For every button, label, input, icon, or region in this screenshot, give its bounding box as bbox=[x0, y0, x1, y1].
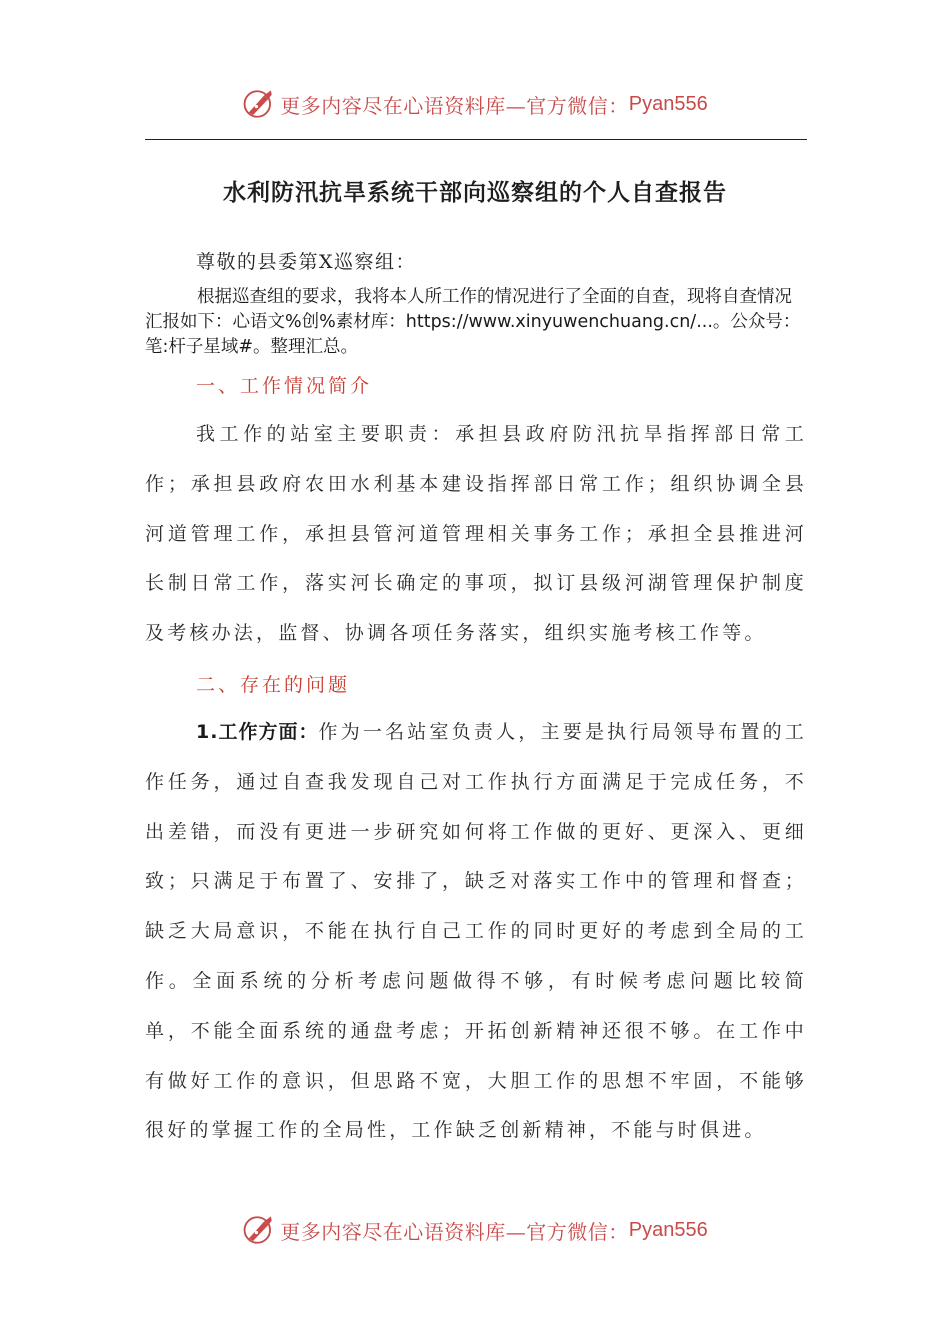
document-title: 水利防汛抗旱系统干部向巡察组的个人自查报告 bbox=[223, 180, 727, 206]
pen-nib-logo-icon bbox=[242, 1213, 276, 1247]
pen-nib-logo-icon bbox=[242, 87, 276, 121]
section-heading-1: 一、工作情况简介 bbox=[196, 375, 373, 397]
greeting: 尊敬的县委第X巡察组： bbox=[196, 251, 417, 273]
item-1-paragraph bbox=[145, 708, 807, 1156]
item-1-body: 作为一名站室负责人，主要是执行局领导布置的工作任务，通过自查我发现自己对工作执行方面满足于完成任务，不出差错，而没有更进一步研究如何将工作做的更好、更深入、更细致；只满足于布置了、安排了，缺乏对落实工作中的管理和督查；缺乏大局意识，不能在执行自己工作的同时更好的考虑到全局的工作。全面系统的分析考虑问题做得不够，有时候考虑问题比较简单，不能全面系统的通盘考虑；开拓创新精神还很不够。在工作中有做好工作的意识，但思路不宽，大胆工作的思想不牢固，不能够很好的掌握工作的全局性，工作缺乏创新精神，不能与时俱进。 bbox=[145, 721, 807, 1142]
banner-text: 更多内容尽在心语资料库—官方微信： bbox=[280, 93, 629, 118]
item-1-lead: 1.工作方面： bbox=[196, 721, 319, 743]
section-1-paragraph: 我工作的站室主要职责：承担县政府防汛抗旱指挥部日常工作；承担县政府农田水利基本建设指挥部日常工作；组织协调全县河道管理工作，承担县管河道管理相关事务工作；承担全县推进河长制日常工作，落实河长确定的事项，拟订县级河湖管理保护制度及考核办法，监督、协调各项任务落实，组织实施考核工作等。 bbox=[145, 423, 807, 645]
header-banner bbox=[0, 84, 950, 124]
header-divider bbox=[145, 139, 807, 140]
footer-banner bbox=[0, 1210, 950, 1250]
banner-text: 更多内容尽在心语资料库—官方微信： bbox=[280, 1219, 629, 1244]
intro-paragraph: 根据巡查组的要求，我将本人所工作的情况进行了全面的自查，现将自查情况汇报如下：心语文%创%素材库：https://www.xinyuwenchuang.cn/...。公众号：笔:杆子星域#。整理汇总。 bbox=[145, 287, 801, 357]
banner-wechat-id: Pyan556 bbox=[628, 92, 708, 115]
section-heading-2: 二、存在的问题 bbox=[196, 674, 351, 696]
banner-wechat-id: Pyan556 bbox=[628, 1218, 708, 1241]
